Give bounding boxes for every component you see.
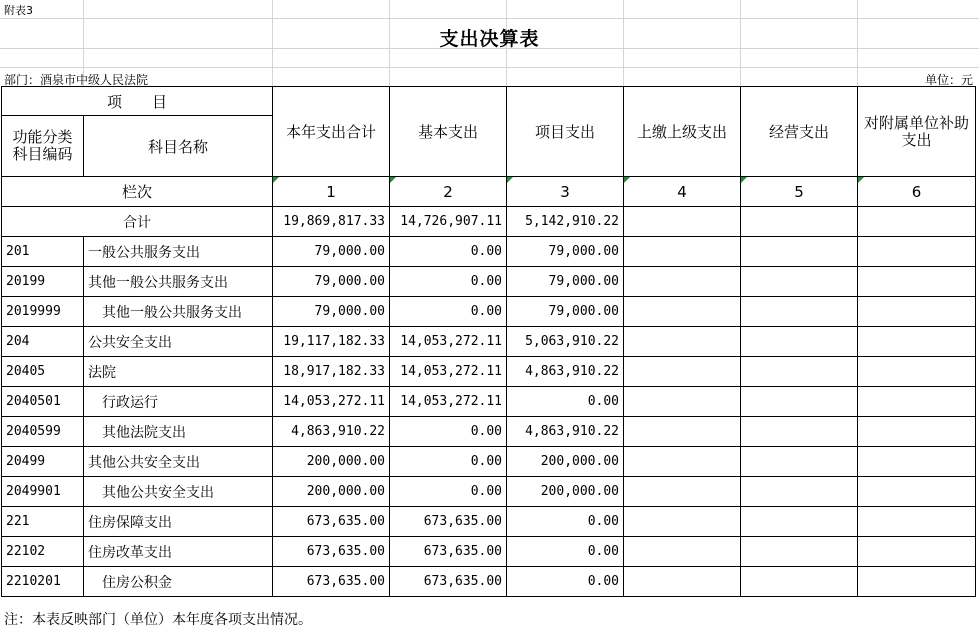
amount-cell: 0.00 [507, 537, 624, 567]
table-row [2, 567, 976, 597]
table-row [2, 537, 976, 567]
col-number-2: 2 [390, 177, 507, 207]
amount-cell [624, 267, 741, 297]
subject-name: 其他公共安全支出 [84, 477, 273, 507]
amount-cell: 673,635.00 [390, 507, 507, 537]
amount-cell [624, 237, 741, 267]
amount-cell: 4,863,910.22 [507, 417, 624, 447]
amount-cell [741, 477, 858, 507]
amount-cell [858, 237, 976, 267]
department-label: 部门：酒泉市中级人民法院 [4, 73, 149, 87]
table-row [2, 507, 976, 537]
subject-name: 住房公积金 [84, 567, 273, 597]
col-number-3: 3 [507, 177, 624, 207]
amount-cell [741, 357, 858, 387]
amount-cell: 14,053,272.11 [390, 387, 507, 417]
subject-code: 2040599 [2, 417, 84, 447]
amount-cell [858, 387, 976, 417]
amount-cell [741, 297, 858, 327]
total-value: 19,869,817.33 [273, 207, 390, 237]
total-label: 合计 [2, 207, 273, 237]
amount-cell [741, 507, 858, 537]
sheet-note: 附表3 [4, 4, 33, 17]
amount-cell: 0.00 [390, 477, 507, 507]
amount-cell: 79,000.00 [273, 267, 390, 297]
amount-cell [858, 477, 976, 507]
subject-name: 一般公共服务支出 [84, 237, 273, 267]
amount-cell: 14,053,272.11 [390, 327, 507, 357]
amount-cell [624, 507, 741, 537]
amount-cell [741, 237, 858, 267]
amount-cell [741, 447, 858, 477]
table-row [2, 387, 976, 417]
amount-cell [624, 327, 741, 357]
amount-cell: 673,635.00 [390, 537, 507, 567]
amount-cell [858, 567, 976, 597]
amount-cell [624, 567, 741, 597]
table-row [2, 417, 976, 447]
page-title: 支出决算表 [439, 28, 540, 50]
table-row [2, 477, 976, 507]
footnote: 注：本表反映部门（单位）本年度各项支出情况。 [4, 612, 312, 628]
header-col-3: 项目支出 [507, 87, 624, 177]
amount-cell [741, 327, 858, 357]
amount-cell: 79,000.00 [507, 297, 624, 327]
amount-cell: 200,000.00 [507, 477, 624, 507]
subject-code: 20405 [2, 357, 84, 387]
amount-cell: 14,053,272.11 [390, 357, 507, 387]
col-number-1: 1 [273, 177, 390, 207]
header-col-2: 基本支出 [390, 87, 507, 177]
amount-cell: 673,635.00 [273, 537, 390, 567]
table-row [2, 237, 976, 267]
header-item: 项 目 [2, 87, 273, 116]
amount-cell: 18,917,182.33 [273, 357, 390, 387]
amount-cell [741, 387, 858, 417]
header-col-4: 上缴上级支出 [624, 87, 741, 177]
amount-cell: 200,000.00 [273, 477, 390, 507]
header-col-6: 对附属单位补助支出 [858, 87, 976, 177]
amount-cell: 200,000.00 [507, 447, 624, 477]
amount-cell [858, 417, 976, 447]
subject-code: 204 [2, 327, 84, 357]
subject-code: 20499 [2, 447, 84, 477]
col-number-6: 6 [858, 177, 976, 207]
amount-cell: 14,053,272.11 [273, 387, 390, 417]
subject-code: 22102 [2, 537, 84, 567]
subject-code: 221 [2, 507, 84, 537]
amount-cell: 673,635.00 [273, 507, 390, 537]
subject-name: 住房保障支出 [84, 507, 273, 537]
amount-cell: 79,000.00 [507, 267, 624, 297]
header-col-1: 本年支出合计 [273, 87, 390, 177]
col-number-4: 4 [624, 177, 741, 207]
subject-name: 住房改革支出 [84, 537, 273, 567]
amount-cell: 0.00 [507, 507, 624, 537]
header-code: 功能分类科目编码 [2, 116, 84, 177]
expenditure-table [1, 86, 976, 597]
amount-cell: 5,063,910.22 [507, 327, 624, 357]
subject-name: 其他法院支出 [84, 417, 273, 447]
col-number-5: 5 [741, 177, 858, 207]
subject-code: 20199 [2, 267, 84, 297]
amount-cell [624, 477, 741, 507]
amount-cell: 19,117,182.33 [273, 327, 390, 357]
subject-code: 2049901 [2, 477, 84, 507]
table-row [2, 327, 976, 357]
amount-cell [741, 267, 858, 297]
grid-line [0, 67, 979, 68]
amount-cell: 4,863,910.22 [273, 417, 390, 447]
amount-cell [624, 417, 741, 447]
header-name: 科目名称 [84, 116, 273, 177]
table-row [2, 267, 976, 297]
total-row [2, 207, 976, 237]
subject-name: 公共安全支出 [84, 327, 273, 357]
table-row [2, 447, 976, 477]
amount-cell: 673,635.00 [273, 567, 390, 597]
amount-cell [741, 537, 858, 567]
total-value: 5,142,910.22 [507, 207, 624, 237]
amount-cell [624, 537, 741, 567]
amount-cell: 0.00 [507, 567, 624, 597]
amount-cell [624, 387, 741, 417]
header-col-5: 经营支出 [741, 87, 858, 177]
subject-name: 其他公共安全支出 [84, 447, 273, 477]
subject-code: 2040501 [2, 387, 84, 417]
amount-cell [858, 537, 976, 567]
grid-line [0, 18, 979, 19]
amount-cell: 0.00 [390, 267, 507, 297]
amount-cell [741, 567, 858, 597]
subject-name: 其他一般公共服务支出 [84, 267, 273, 297]
amount-cell [624, 357, 741, 387]
amount-cell [858, 357, 976, 387]
amount-cell [858, 267, 976, 297]
amount-cell: 0.00 [390, 297, 507, 327]
amount-cell: 673,635.00 [390, 567, 507, 597]
amount-cell [741, 417, 858, 447]
amount-cell [858, 447, 976, 477]
amount-cell [624, 297, 741, 327]
table-row [2, 297, 976, 327]
amount-cell: 79,000.00 [273, 237, 390, 267]
subject-name: 法院 [84, 357, 273, 387]
amount-cell: 0.00 [390, 417, 507, 447]
amount-cell: 200,000.00 [273, 447, 390, 477]
subject-code: 201 [2, 237, 84, 267]
total-value [624, 207, 741, 237]
amount-cell [858, 507, 976, 537]
total-value [858, 207, 976, 237]
header-col-label: 栏次 [2, 177, 273, 207]
amount-cell: 4,863,910.22 [507, 357, 624, 387]
subject-name: 行政运行 [84, 387, 273, 417]
subject-code: 2210201 [2, 567, 84, 597]
subject-code: 2019999 [2, 297, 84, 327]
amount-cell [858, 297, 976, 327]
subject-name: 其他一般公共服务支出 [84, 297, 273, 327]
amount-cell [624, 447, 741, 477]
unit-label: 单位：元 [924, 73, 973, 87]
total-value: 14,726,907.11 [390, 207, 507, 237]
amount-cell: 79,000.00 [507, 237, 624, 267]
amount-cell [858, 327, 976, 357]
amount-cell: 0.00 [507, 387, 624, 417]
amount-cell: 0.00 [390, 237, 507, 267]
amount-cell: 79,000.00 [273, 297, 390, 327]
total-value [741, 207, 858, 237]
table-row [2, 357, 976, 387]
amount-cell: 0.00 [390, 447, 507, 477]
